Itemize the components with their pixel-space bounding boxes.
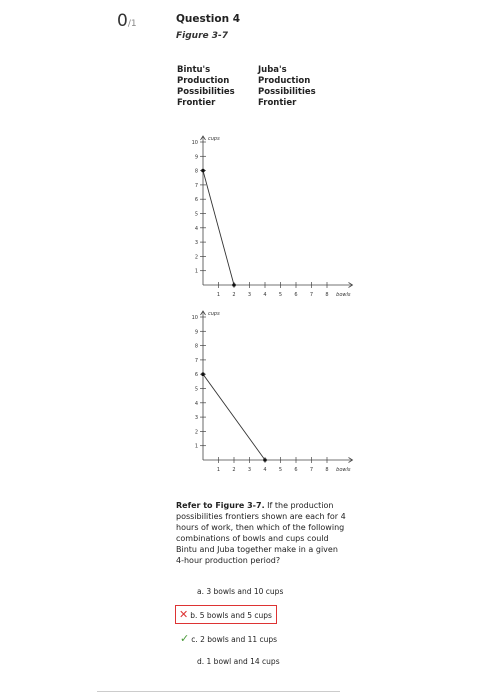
bintu-ytick-label: 3 (194, 240, 198, 247)
answer-option-a-label: a. 3 bowls and 10 cups (197, 587, 284, 596)
juba-xtick-label: 4 (263, 467, 267, 473)
juba-ytick-label: 3 (194, 415, 198, 422)
juba-ytick-label: 5 (194, 386, 198, 393)
bintu-ppf-header: Bintu's Production Possibilities Frontier (177, 65, 235, 108)
bintu-xtick-label: 1 (216, 292, 221, 298)
answer-option-a[interactable] (197, 587, 283, 596)
answer-option-c-label: c. 2 bowls and 11 cups (191, 635, 278, 644)
juba-xtick-label: 3 (247, 467, 252, 473)
bintu-ytick-label: 10 (191, 140, 198, 146)
answer-option-d-label: d. 1 bowl and 14 cups (197, 657, 280, 666)
x-mark-icon: ✕ (179, 608, 189, 621)
juba-ppf-chart (170, 310, 350, 475)
juba-xtick-label: 2 (232, 467, 236, 473)
juba-xtick-label: 8 (325, 467, 329, 473)
juba-xtick-label: 5 (278, 467, 283, 473)
bintu-ytick-label: 4 (194, 225, 198, 232)
juba-ytick-label: 10 (191, 315, 198, 321)
answer-option-d[interactable] (197, 657, 280, 666)
bintu-ytick-label: 9 (194, 154, 198, 161)
bintu-ppf-point (232, 283, 236, 287)
figure-label: Figure 3-7 (176, 31, 229, 41)
juba-x-axis-label: bowls (336, 467, 351, 473)
bintu-xtick-label: 6 (294, 292, 298, 298)
bintu-xtick-label: 2 (232, 292, 236, 298)
question-title: Question 4 (176, 13, 241, 25)
bintu-ppf-chart (170, 135, 350, 300)
bintu-xtick-label: 8 (325, 292, 329, 298)
juba-ppf-point (201, 372, 205, 376)
bintu-ytick-label: 7 (194, 182, 198, 189)
juba-ytick-label: 4 (194, 400, 198, 407)
bintu-y-axis-label: cups (208, 136, 220, 142)
bottom-divider (97, 691, 340, 692)
juba-xtick-label: 7 (309, 467, 314, 473)
bintu-ytick-label: 8 (194, 168, 198, 175)
question-prompt-bold: Refer to Figure 3-7. (176, 501, 265, 510)
juba-ppf-header: Juba's Production Possibilities Frontier (258, 65, 316, 108)
check-mark-icon: ✓ (180, 632, 190, 645)
bintu-ytick-label: 5 (194, 211, 198, 218)
bintu-ppf-point (201, 169, 205, 173)
bintu-xtick-label: 7 (309, 292, 314, 298)
bintu-xtick-label: 5 (278, 292, 283, 298)
answer-option-b[interactable] (175, 605, 277, 624)
juba-ytick-label: 9 (194, 329, 198, 336)
juba-ytick-label: 1 (194, 443, 198, 450)
bintu-ppf-line (203, 171, 234, 285)
bintu-xtick-label: 3 (247, 292, 252, 298)
juba-ppf-line (203, 374, 265, 460)
juba-ytick-label: 8 (194, 343, 198, 350)
juba-ytick-label: 7 (194, 357, 198, 364)
bintu-ytick-label: 1 (194, 268, 198, 275)
bintu-x-axis-label: bowls (336, 292, 351, 298)
juba-ytick-label: 2 (194, 429, 198, 436)
bintu-ytick-label: 2 (194, 254, 198, 261)
juba-y-axis-label: cups (208, 311, 220, 317)
score-display (117, 11, 137, 31)
juba-ppf-point (263, 458, 267, 462)
bintu-ytick-label: 6 (194, 197, 198, 204)
answer-option-c[interactable] (180, 632, 277, 645)
question-prompt-body: If the production possibilities frontiers shown are each for 4 hours of work, then which of the following combinations of bowls and cups could Bintu and Juba together make in a given 4-hour production period? (176, 501, 346, 565)
juba-xtick-label: 1 (216, 467, 221, 473)
score-earned: 0 (117, 11, 128, 31)
juba-xtick-label: 6 (294, 467, 298, 473)
question-prompt (176, 500, 346, 566)
score-possible: /1 (127, 19, 137, 29)
answer-option-b-label: b. 5 bowls and 5 cups (190, 611, 272, 620)
juba-ytick-label: 6 (194, 372, 198, 379)
bintu-xtick-label: 4 (263, 292, 267, 298)
